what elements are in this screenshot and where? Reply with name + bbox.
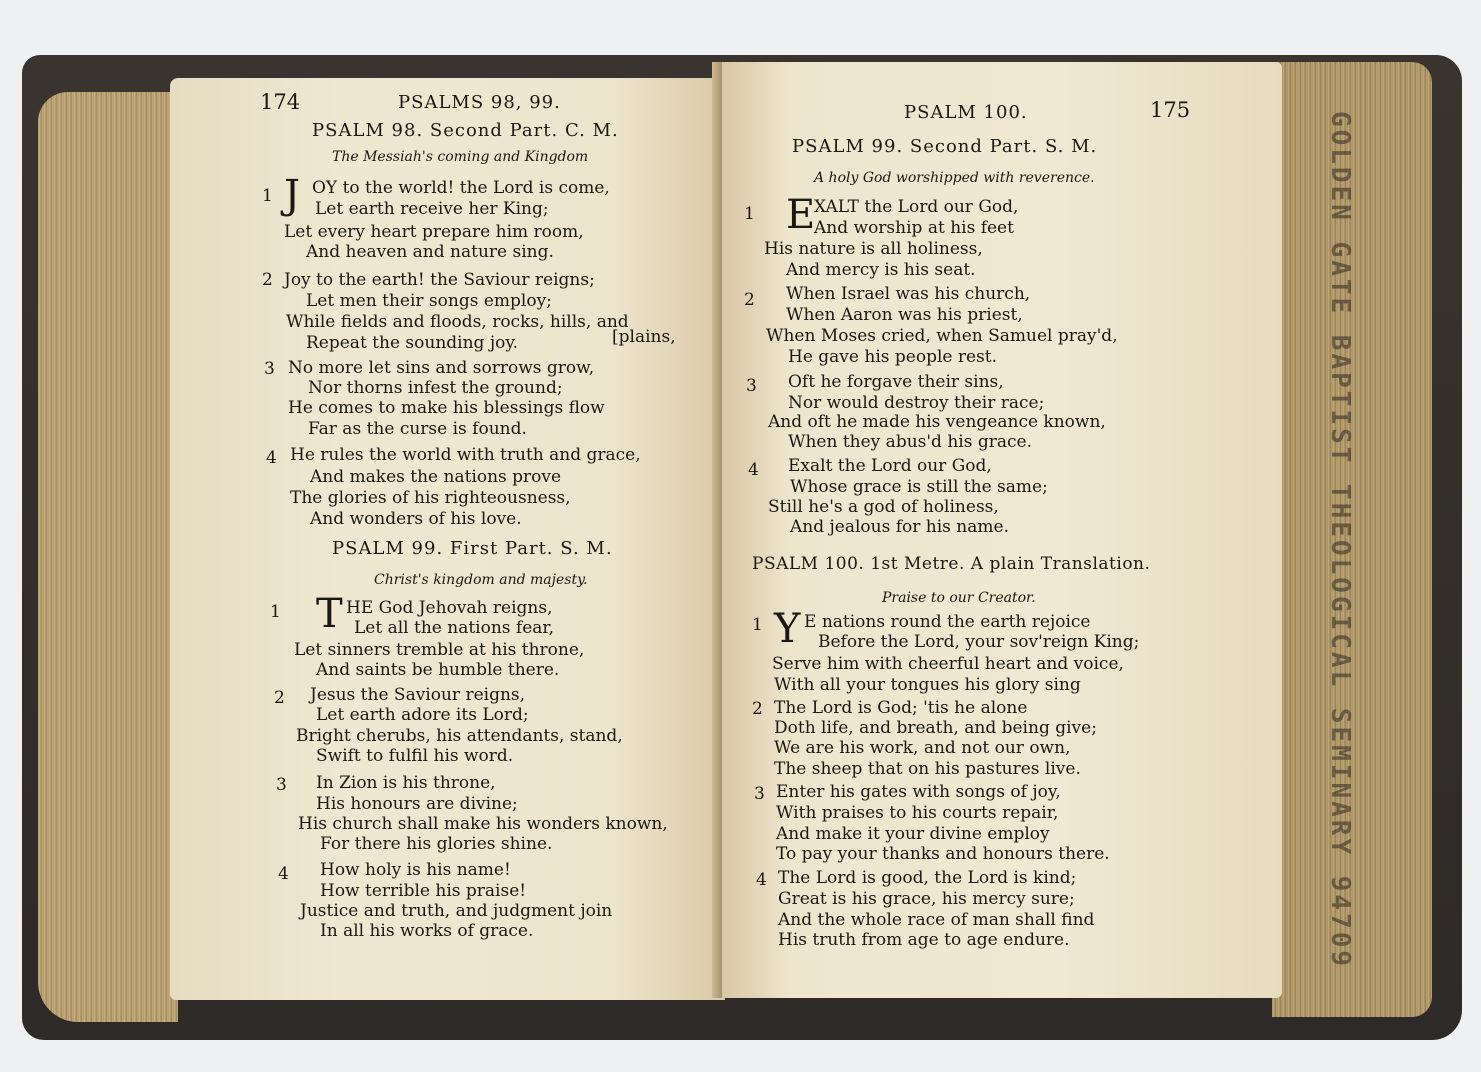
verse-line: Exalt the Lord our God,	[788, 456, 992, 476]
stanza-number: 1	[744, 204, 755, 224]
verse-line: In all his works of grace.	[320, 921, 534, 941]
stanza-number: 1	[752, 615, 763, 635]
verse-line: And worship at his feet	[814, 218, 1014, 238]
verse-line: While fields and floods, rocks, hills, and	[286, 312, 629, 332]
stanza-number: 3	[276, 775, 287, 795]
verse-line: OY to the world! the Lord is come,	[312, 178, 610, 198]
stanza-number: 2	[262, 270, 273, 290]
verse-line: Great is his grace, his mercy sure;	[778, 889, 1075, 909]
verse-line: In Zion is his throne,	[316, 773, 496, 793]
psalm-heading: PSALM 99. Second Part. S. M.	[792, 136, 1098, 157]
stanza-number: 2	[744, 290, 755, 310]
stanza-number: 1	[270, 602, 281, 622]
drop-cap: J	[284, 172, 301, 218]
verse-line: How terrible his praise!	[320, 881, 527, 901]
psalm-subtitle: A holy God worshipped with reverence.	[814, 170, 1095, 186]
verse-line: Doth life, and breath, and being give;	[774, 718, 1097, 738]
verse-line: When Israel was his church,	[786, 284, 1031, 304]
verse-line: When Aaron was his priest,	[786, 305, 1023, 325]
drop-cap: Y	[774, 606, 801, 652]
verse-line: Whose grace is still the same;	[790, 477, 1048, 497]
verse-line: The sheep that on his pastures live.	[774, 759, 1081, 779]
verse-line: And jealous for his name.	[790, 517, 1009, 537]
verse-line: To pay your thanks and honours there.	[776, 844, 1110, 864]
verse-line: Joy to the earth! the Saviour reigns;	[284, 270, 595, 290]
psalm-subtitle: The Messiah's coming and Kingdom	[332, 149, 589, 165]
stanza-number: 4	[756, 870, 767, 890]
verse-line: And heaven and nature sing.	[306, 242, 554, 262]
verse-line: And make it your divine employ	[776, 824, 1050, 844]
library-stamp: GOLDEN GATE BAPTIST THEOLOGICAL SEMINARY 94709	[1325, 110, 1355, 970]
verse-line: How holy is his name!	[320, 860, 511, 880]
verse-line: When Moses cried, when Samuel pray'd,	[766, 326, 1118, 346]
verse-line: Let sinners tremble at his throne,	[294, 640, 585, 660]
page-number: 175	[1150, 98, 1191, 122]
verse-line: Let earth receive her King;	[315, 199, 549, 219]
verse-line: He rules the world with truth and grace,	[290, 445, 641, 465]
verse-line: He gave his people rest.	[788, 347, 997, 367]
psalm-heading: PSALM 99. First Part. S. M.	[332, 538, 613, 559]
verse-line: With praises to his courts repair,	[776, 803, 1059, 823]
verse-line: [plains,	[612, 327, 676, 347]
verse-line: And saints be humble there.	[316, 660, 560, 680]
verse-line: Bright cherubs, his attendants, stand,	[296, 726, 623, 746]
stanza-number: 4	[266, 448, 277, 468]
verse-line: Oft he forgave their sins,	[788, 372, 1004, 392]
stanza-number: 4	[278, 864, 289, 884]
stanza-number: 2	[274, 688, 285, 708]
verse-line: XALT the Lord our God,	[814, 197, 1019, 217]
left-page	[170, 78, 725, 1000]
verse-line: Far as the curse is found.	[308, 419, 527, 439]
verse-line: And makes the nations prove	[310, 467, 562, 487]
psalm-heading: PSALM 98. Second Part. C. M.	[312, 120, 619, 141]
verse-line: And mercy is his seat.	[786, 260, 976, 280]
verse-line: Repeat the sounding joy.	[306, 333, 519, 353]
verse-line: Let all the nations fear,	[354, 618, 555, 638]
page-edges-left	[38, 92, 178, 1022]
verse-line: With all your tongues his glory sing	[774, 675, 1081, 695]
verse-line: Let every heart prepare him room,	[284, 222, 584, 242]
verse-line: The glories of his righteousness,	[290, 488, 571, 508]
verse-line: When they abus'd his grace.	[788, 432, 1032, 452]
stanza-number: 4	[748, 460, 759, 480]
verse-line: For there his glories shine.	[320, 834, 553, 854]
stanza-number: 3	[754, 784, 765, 804]
verse-line: Still he's a god of holiness,	[768, 497, 999, 517]
psalm-heading: PSALM 100. 1st Metre. A plain Translation.	[752, 554, 1151, 574]
verse-line: Enter his gates with songs of joy,	[776, 782, 1061, 802]
psalm-subtitle: Christ's kingdom and majesty.	[374, 572, 588, 588]
right-page	[722, 62, 1282, 998]
verse-line: And the whole race of man shall find	[778, 910, 1095, 930]
verse-line: Let men their songs employ;	[306, 291, 552, 311]
verse-line: Let earth adore its Lord;	[316, 705, 529, 725]
verse-line: His nature is all holiness,	[764, 239, 983, 259]
verse-line: E nations round the earth rejoice	[804, 612, 1091, 632]
drop-cap: E	[786, 192, 816, 238]
stanza-number: 3	[264, 359, 275, 379]
verse-line: Nor thorns infest the ground;	[308, 378, 563, 398]
verse-line: Justice and truth, and judgment join	[300, 901, 613, 921]
verse-line: Serve him with cheerful heart and voice,	[772, 654, 1124, 674]
verse-line: The Lord is good, the Lord is kind;	[778, 868, 1077, 888]
verse-line: Nor would destroy their race;	[788, 393, 1045, 413]
verse-line: His church shall make his wonders known,	[298, 814, 668, 834]
verse-line: Swift to fulfil his word.	[316, 746, 514, 766]
verse-line: His honours are divine;	[316, 794, 518, 814]
stanza-number: 3	[746, 376, 757, 396]
verse-line: We are his work, and not our own,	[774, 738, 1071, 758]
verse-line: Jesus the Saviour reigns,	[310, 685, 526, 705]
drop-cap: T	[316, 591, 343, 637]
verse-line: His truth from age to age endure.	[778, 930, 1070, 950]
verse-line: He comes to make his blessings flow	[288, 398, 605, 418]
psalm-subtitle: Praise to our Creator.	[882, 590, 1036, 606]
verse-line: The Lord is God; 'tis he alone	[774, 698, 1028, 718]
running-head: PSALMS 98, 99.	[398, 92, 561, 113]
running-head: PSALM 100.	[904, 102, 1028, 123]
verse-line: And wonders of his love.	[310, 509, 522, 529]
page-number: 174	[260, 90, 301, 114]
verse-line: And oft he made his vengeance known,	[768, 412, 1106, 432]
verse-line: No more let sins and sorrows grow,	[288, 358, 595, 378]
verse-line: Before the Lord, your sov'reign King;	[818, 632, 1140, 652]
stanza-number: 1	[262, 186, 273, 206]
verse-line: HE God Jehovah reigns,	[346, 598, 553, 618]
stanza-number: 2	[752, 699, 763, 719]
